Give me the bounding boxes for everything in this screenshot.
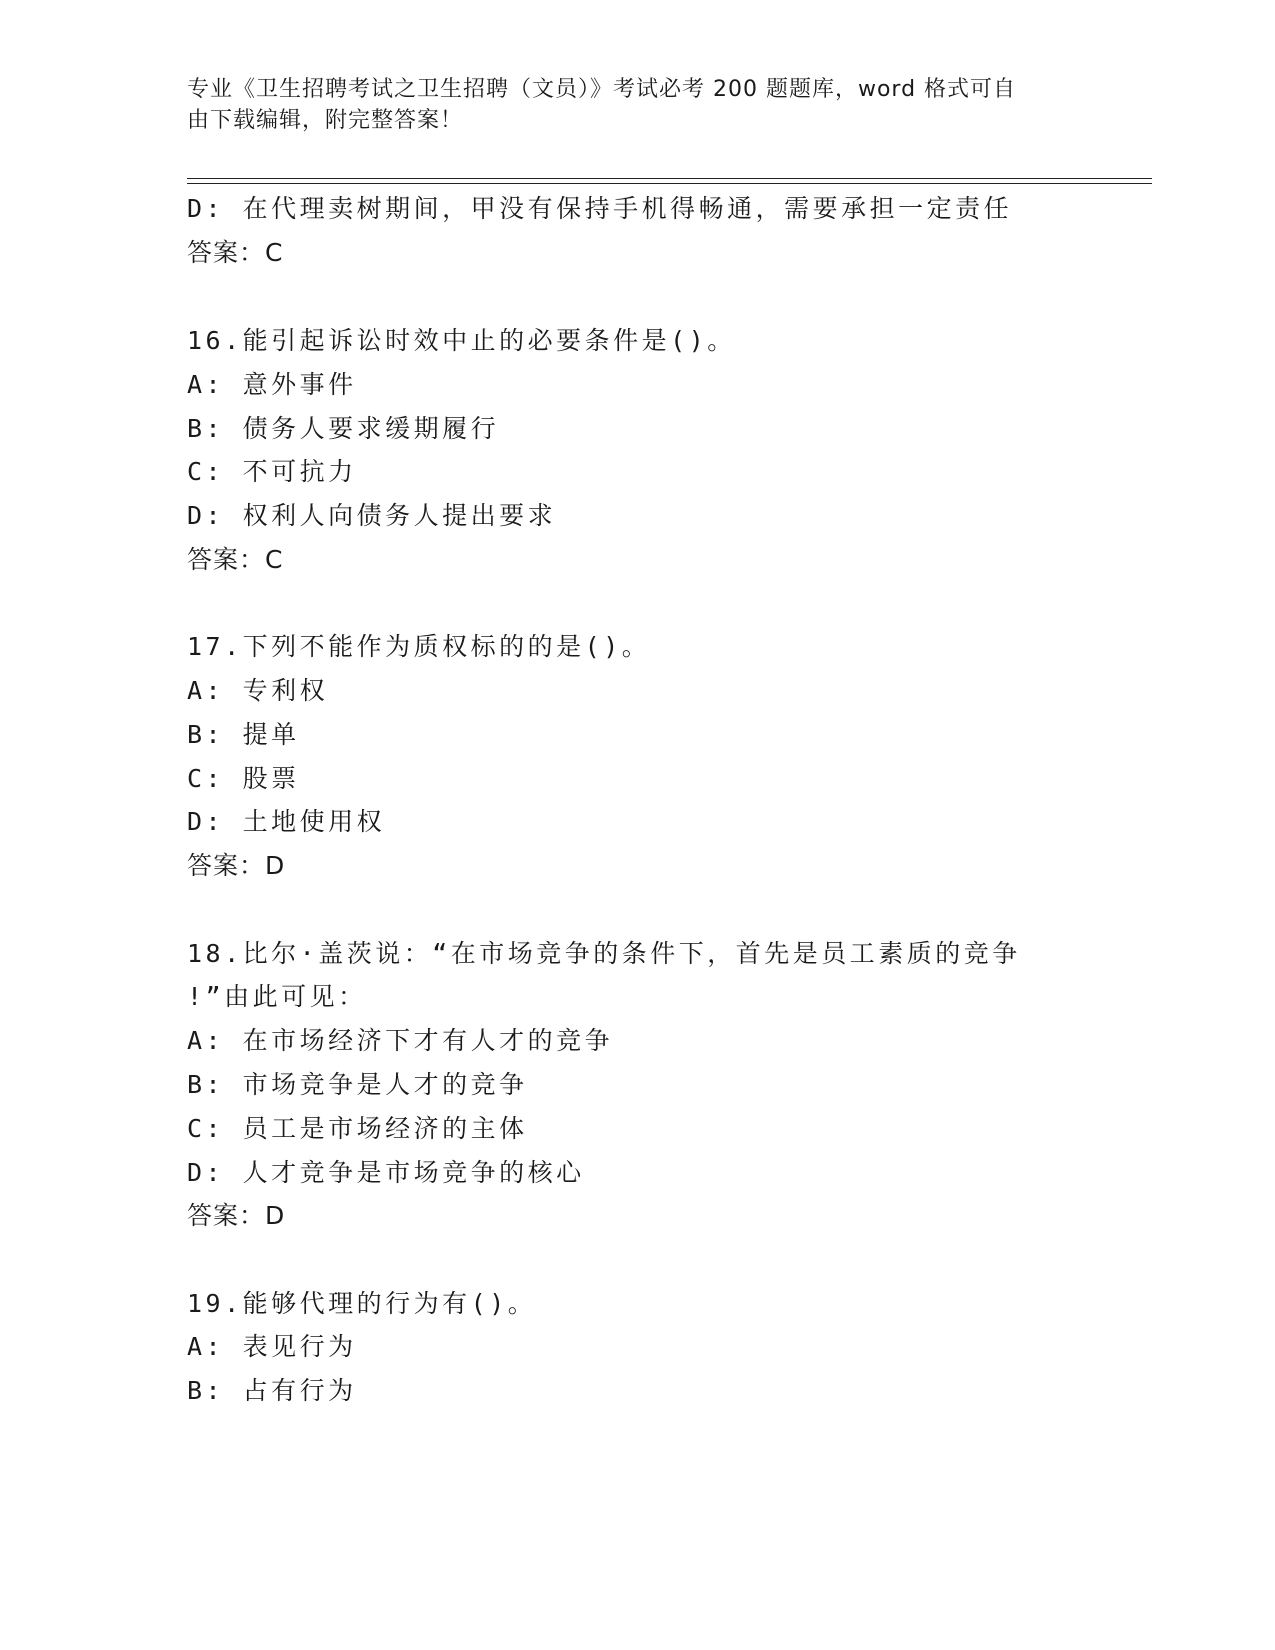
q19-option-b: B: 占有行为 bbox=[187, 1376, 357, 1405]
q17-option-b: B: 提单 bbox=[187, 720, 300, 749]
q17-option-d: D: 土地使用权 bbox=[187, 807, 386, 836]
q17-option-c: C: 股票 bbox=[187, 764, 300, 793]
q16-option-b: B: 债务人要求缓期履行 bbox=[187, 414, 500, 443]
q17-answer: 答案：D bbox=[187, 851, 286, 880]
header-line-2: 由下载编辑，附完整答案！ bbox=[187, 108, 464, 133]
q16-question: 16.能引起诉讼时效中止的必要条件是()。 bbox=[187, 326, 736, 355]
header-divider-top bbox=[187, 178, 1152, 179]
q18-question-line-1: 18.比尔·盖茨说：“在市场竞争的条件下，首先是员工素质的竞争 bbox=[187, 939, 1021, 968]
q19-option-a: A: 表见行为 bbox=[187, 1332, 357, 1361]
q15-answer: 答案：C bbox=[187, 238, 284, 267]
q15-option-d: D: 在代理卖树期间，甲没有保持手机得畅通，需要承担一定责任 bbox=[187, 194, 1013, 223]
header-divider-bottom bbox=[187, 183, 1152, 184]
document-header bbox=[187, 74, 1087, 136]
q18-option-d: D: 人才竞争是市场竞争的核心 bbox=[187, 1158, 585, 1187]
q18-answer: 答案：D bbox=[187, 1201, 286, 1230]
q18-option-a: A: 在市场经济下才有人才的竞争 bbox=[187, 1026, 614, 1055]
q16-option-d: D: 权利人向债务人提出要求 bbox=[187, 501, 557, 530]
q16-option-c: C: 不可抗力 bbox=[187, 457, 357, 486]
q17-question: 17.下列不能作为质权标的的是()。 bbox=[187, 632, 651, 661]
q16-option-a: A: 意外事件 bbox=[187, 370, 357, 399]
q16-answer: 答案：C bbox=[187, 545, 284, 574]
q18-question-line-2: !”由此可见： bbox=[187, 982, 367, 1011]
q19-question: 19.能够代理的行为有()。 bbox=[187, 1289, 537, 1318]
header-line-1: 专业《卫生招聘考试之卫生招聘（文员）》考试必考 200 题题库，word 格式可自 bbox=[187, 77, 1017, 102]
q18-option-c: C: 员工是市场经济的主体 bbox=[187, 1114, 528, 1143]
q18-option-b: B: 市场竞争是人才的竞争 bbox=[187, 1070, 528, 1099]
q17-option-a: A: 专利权 bbox=[187, 676, 329, 705]
